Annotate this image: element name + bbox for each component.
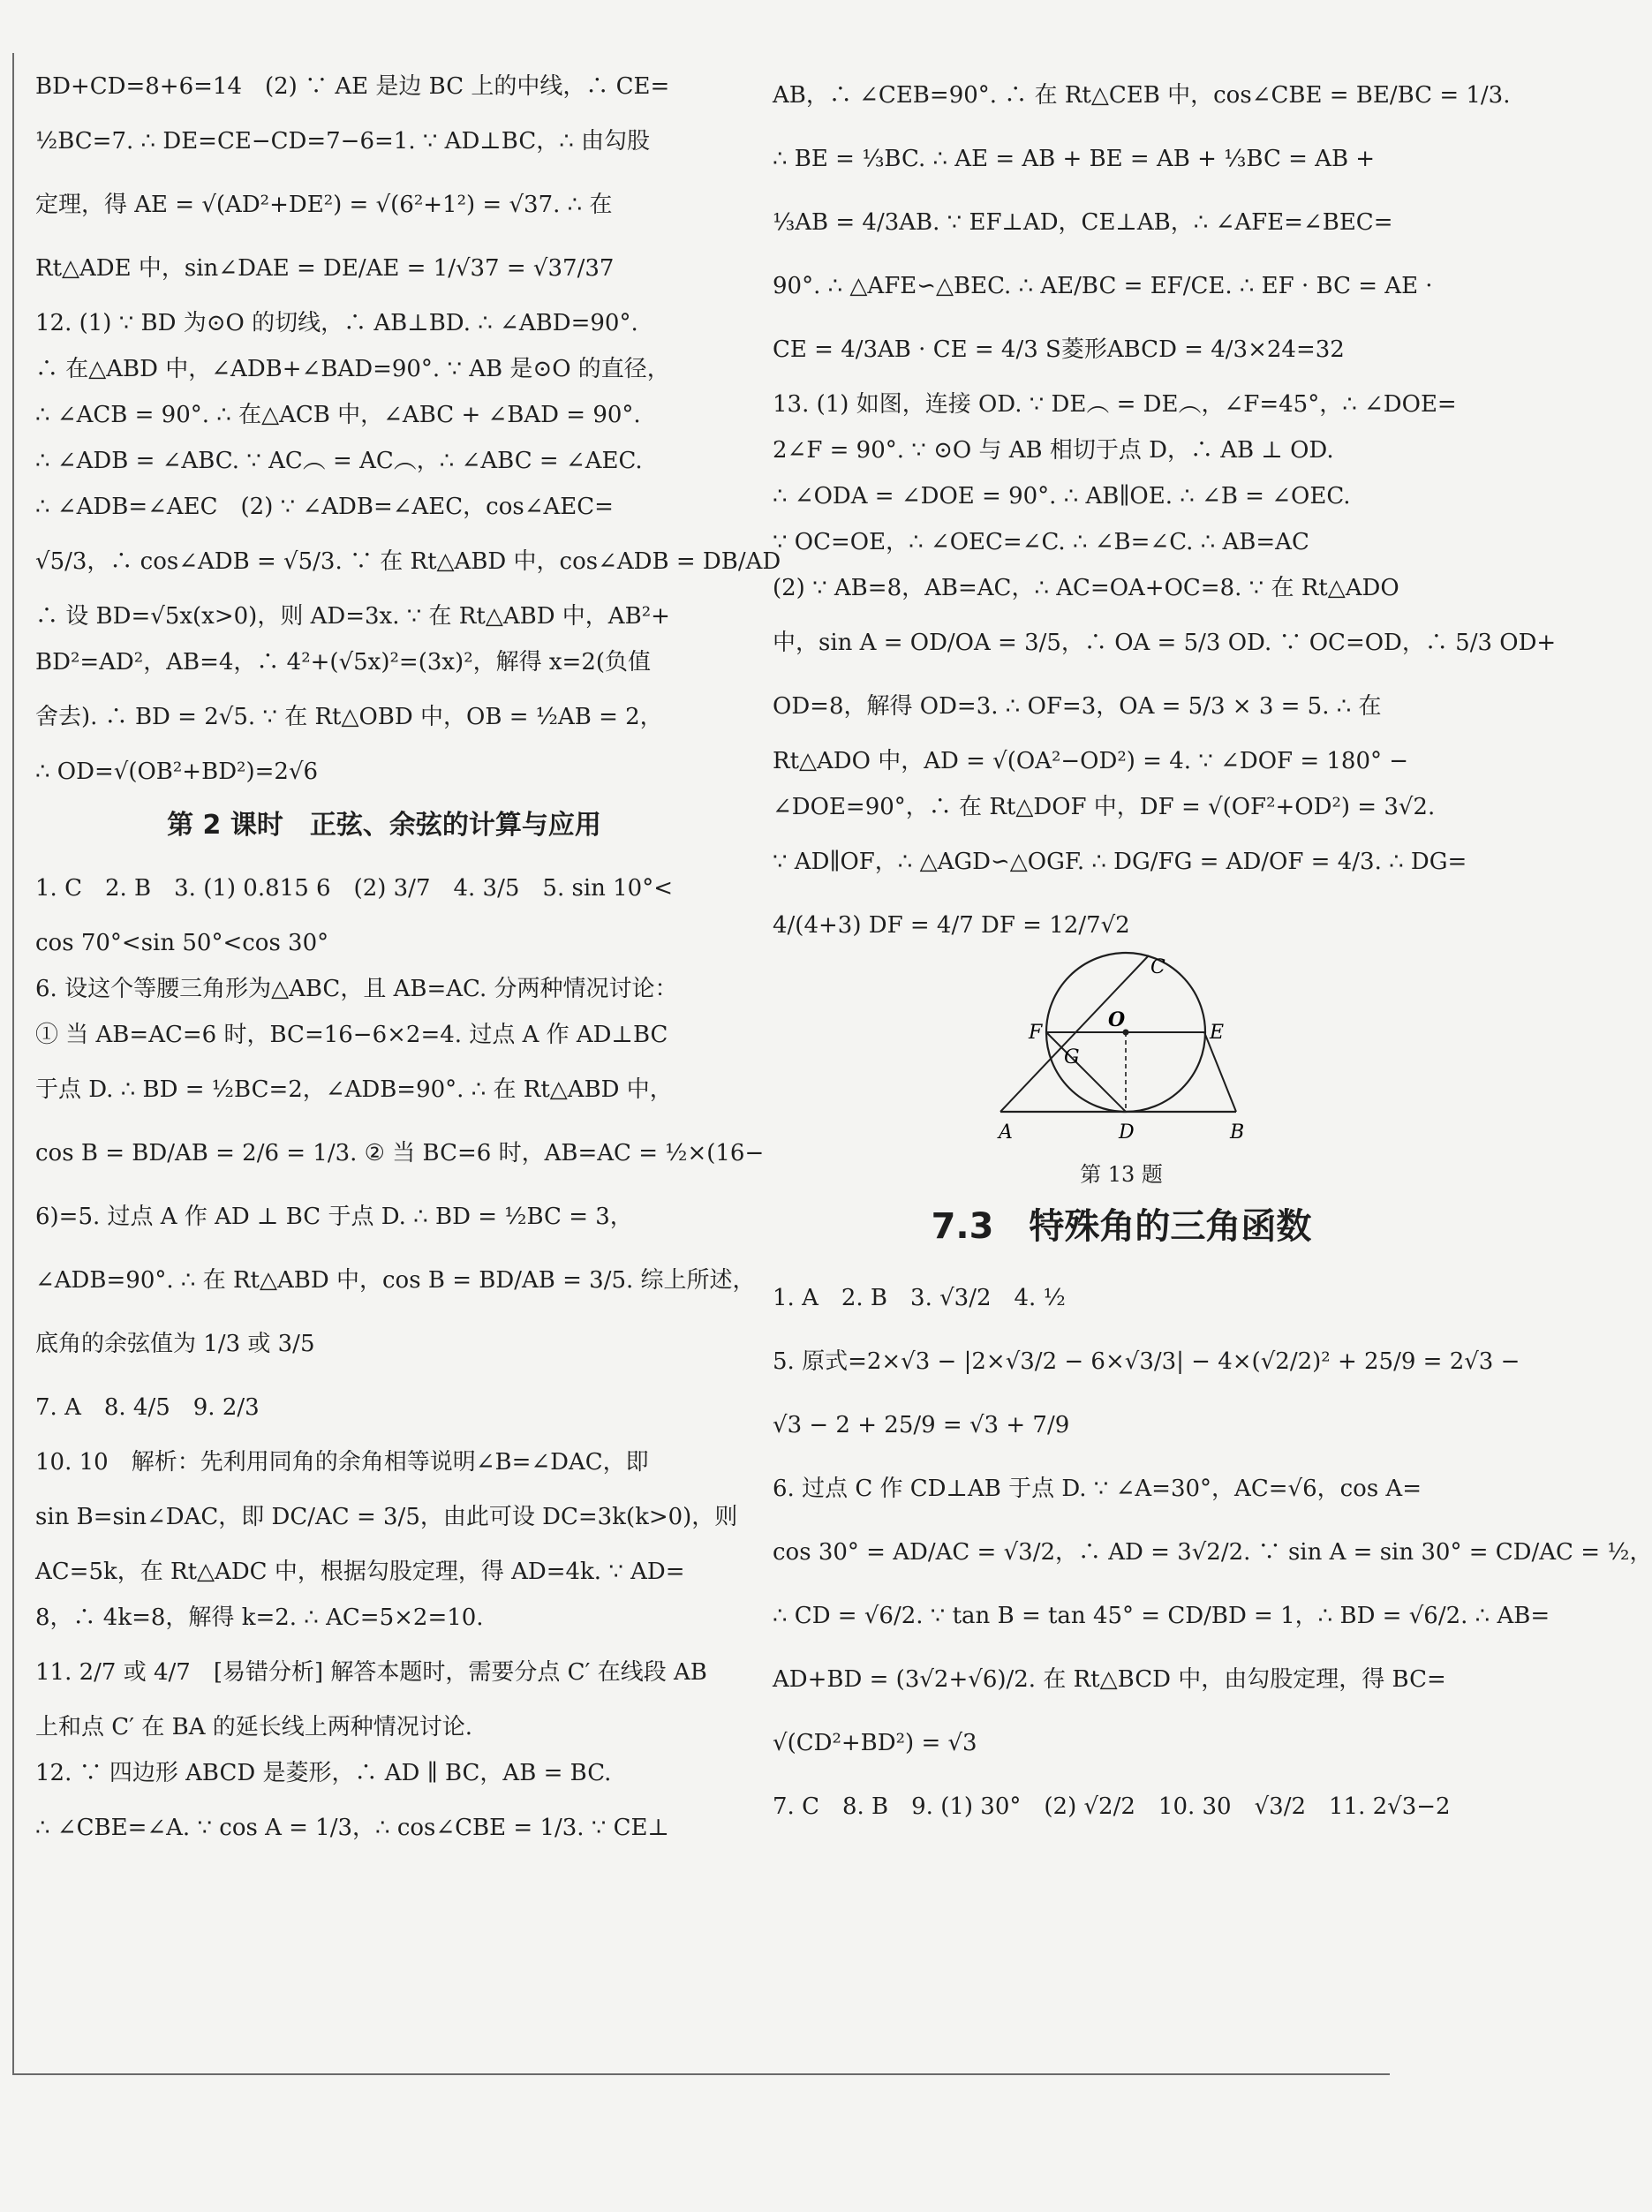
text-line: 5. 原式=2×√3 − |2×√3/2 − 6×√3/3| − 4×(√2/2)² + 25/9 = 2√3 −	[773, 1348, 1520, 1375]
text-line: √(CD²+BD²) = √3	[773, 1730, 977, 1756]
text-line: ∴ ∠CBE=∠A. ∵ cos A = 1/3，∴ cos∠CBE = 1/3. ∵ CE⊥	[35, 1815, 669, 1841]
text-line: (2) ∵ AB=8，AB=AC，∴ AC=OA+OC=8. ∵ 在 Rt△ADO	[773, 575, 1399, 601]
text-line: sin B=sin∠DAC，即 DC/AC = 3/5，由此可设 DC=3k(k>0)，则	[35, 1504, 738, 1530]
text-line: √5/3，∴ cos∠ADB = √5/3. ∵ 在 Rt△ABD 中，cos∠ADB = DB/AD	[35, 548, 781, 575]
text-line: ½BC=7. ∴ DE=CE−CD=7−6=1. ∵ AD⊥BC，∴ 由勾股	[35, 128, 651, 155]
text-line: 6. 设这个等腰三角形为△ABC，且 AB=AC. 分两种情况讨论：	[35, 976, 678, 1002]
figure-caption: 第 13 题	[1080, 1162, 1163, 1187]
circle-diagram	[993, 957, 1249, 1160]
text-line: cos 30° = AD/AC = √3/2，∴ AD = 3√2/2. ∵ sin A = sin 30° = CD/AC = ½，	[773, 1539, 1652, 1566]
text-line: ∴ ∠ACB = 90°. ∴ 在△ACB 中，∠ABC + ∠BAD = 90°.	[35, 402, 641, 428]
text-line: 1. C 2. B 3. (1) 0.815 6 (2) 3/7 4. 3/5 5. sin 10°<	[35, 875, 674, 902]
text-line: ∠DOE=90°，∴ 在 Rt△DOF 中，DF = √(OF²+OD²) = 3√2.	[773, 794, 1436, 820]
segment-be	[1204, 1032, 1236, 1112]
text-line: AD+BD = (3√2+√6)/2. 在 Rt△BCD 中，由勾股定理，得 BC=	[773, 1666, 1446, 1693]
text-line: ① 当 AB=AC=6 时，BC=16−6×2=4. 过点 A 作 AD⊥BC	[35, 1022, 668, 1048]
page-bottom-border	[12, 2073, 1390, 2075]
text-line: ∠ADB=90°. ∴ 在 Rt△ABD 中，cos B = BD/AB = 3/5. 综上所述，	[35, 1267, 756, 1294]
text-line: 8，∴ 4k=8，解得 k=2. ∴ AC=5×2=10.	[35, 1604, 484, 1631]
text-line: 1. A 2. B 3. √3/2 4. ½	[773, 1285, 1066, 1311]
text-line: OD=8，解得 OD=3. ∴ OF=3，OA = 5/3 × 3 = 5. ∴ 在	[773, 693, 1382, 720]
text-line: ∴ 设 BD=√5x(x>0)，则 AD=3x. ∵ 在 Rt△ABD 中，AB²+	[35, 603, 670, 630]
text-line: 12. (1) ∵ BD 为⊙O 的切线，∴ AB⊥BD. ∴ ∠ABD=90°.	[35, 310, 638, 336]
text-line: Rt△ADO 中，AD = √(OA²−OD²) = 4. ∵ ∠DOF = 180° −	[773, 748, 1409, 774]
chapter-title: 7.3 特殊角的三角函数	[931, 1206, 1312, 1247]
text-line: 12. ∵ 四边形 ABCD 是菱形，∴ AD ∥ BC，AB = BC.	[35, 1760, 612, 1786]
text-line: ∴ BE = ⅓BC. ∴ AE = AB + BE = AB + ⅓BC = AB +	[773, 146, 1376, 172]
text-line: 舍去). ∴ BD = 2√5. ∵ 在 Rt△OBD 中，OB = ½AB = 2，	[35, 704, 663, 730]
right-column	[773, 64, 1652, 1838]
text-line: √3 − 2 + 25/9 = √3 + 7/9	[773, 1412, 1070, 1438]
text-line: ∴ OD=√(OB²+BD²)=2√6	[35, 759, 319, 785]
label-f: F	[1029, 1022, 1043, 1044]
text-line: ∴ ∠ADB=∠AEC (2) ∵ ∠ADB=∠AEC，cos∠AEC=	[35, 494, 614, 520]
text-line: ⅓AB = 4/3AB. ∵ EF⊥AD，CE⊥AB，∴ ∠AFE=∠BEC=	[773, 209, 1393, 236]
label-a: A	[999, 1121, 1013, 1144]
text-line: 7. A 8. 4/5 9. 2/3	[35, 1394, 260, 1421]
label-e: E	[1210, 1022, 1225, 1044]
text-line: 于点 D. ∴ BD = ½BC=2，∠ADB=90°. ∴ 在 Rt△ABD 中，	[35, 1076, 673, 1103]
text-line: ∴ CD = √6/2. ∵ tan B = tan 45° = CD/BD = 1，∴ BD = √6/2. ∴ AB=	[773, 1603, 1550, 1629]
text-line: BD²=AD²，AB=4，∴ 4²+(√5x)²=(3x)²，解得 x=2(负值	[35, 649, 652, 676]
label-o: O	[1108, 1008, 1126, 1031]
text-line: 10. 10 解析：先利用同角的余角相等说明∠B=∠DAC，即	[35, 1449, 649, 1476]
text-line: 定理，得 AE = √(AD²+DE²) = √(6²+1²) = √37. ∴ 在	[35, 192, 613, 218]
text-line: 11. 2/7 或 4/7 [易错分析] 解答本题时，需要分点 C′ 在线段 AB	[35, 1659, 707, 1686]
text-line: 6. 过点 C 作 CD⊥AB 于点 D. ∵ ∠A=30°，AC=√6，cos A=	[773, 1476, 1422, 1502]
text-line: 底角的余弦值为 1/3 或 3/5	[35, 1331, 315, 1357]
text-line: cos 70°<sin 50°<cos 30°	[35, 930, 329, 956]
text-line: 上和点 C′ 在 BA 的延长线上两种情况讨论.	[35, 1714, 473, 1740]
text-line: 中，sin A = OD/OA = 3/5，∴ OA = 5/3 OD. ∵ OC=OD，∴ 5/3 OD+	[773, 630, 1557, 656]
text-line: ∵ AD∥OF，∴ △AGD∽△OGF. ∴ DG/FG = AD/OF = 4/3. ∴ DG=	[773, 849, 1467, 875]
text-line: Rt△ADE 中，sin∠DAE = DE/AE = 1/√37 = √37/37	[35, 255, 615, 282]
text-line: 6)=5. 过点 A 作 AD ⊥ BC 于点 D. ∴ BD = ½BC = 3，	[35, 1204, 633, 1230]
text-line: ∴ ∠ODA = ∠DOE = 90°. ∴ AB∥OE. ∴ ∠B = ∠OEC.	[773, 483, 1351, 510]
label-g: G	[1064, 1046, 1080, 1068]
text-line: cos B = BD/AB = 2/6 = 1/3. ② 当 BC=6 时，AB=AC = ½×(16−	[35, 1140, 765, 1166]
left-column	[35, 64, 781, 1860]
label-c: C	[1150, 956, 1165, 978]
text-line: 90°. ∴ △AFE∽△BEC. ∴ AE/BC = EF/CE. ∴ EF · BC = AE ·	[773, 273, 1433, 299]
text-line: 4/(4+3) DF = 4/7 DF = 12/7√2	[773, 912, 1130, 939]
label-b: B	[1230, 1121, 1245, 1144]
section-title: 第 2 课时 正弦、余弦的计算与应用	[167, 810, 601, 841]
text-line: ∴ ∠ADB = ∠ABC. ∵ AC︵ = AC︵，∴ ∠ABC = ∠AEC.	[35, 448, 643, 474]
text-line: 13. (1) 如图，连接 OD. ∵ DE︵ = DE︵，∠F=45°，∴ ∠DOE=	[773, 391, 1457, 418]
label-d: D	[1119, 1121, 1135, 1144]
segment-fd	[1046, 1032, 1126, 1112]
text-line: AB，∴ ∠CEB=90°. ∴ 在 Rt△CEB 中，cos∠CBE = BE/BC = 1/3.	[773, 82, 1511, 109]
text-line: AC=5k，在 Rt△ADC 中，根据勾股定理，得 AD=4k. ∵ AD=	[35, 1559, 685, 1585]
text-line: 2∠F = 90°. ∵ ⊙O 与 AB 相切于点 D，∴ AB ⊥ OD.	[773, 437, 1334, 464]
text-line: 7. C 8. B 9. (1) 30° (2) √2/2 10. 30 √3/2 11. 2√3−2	[773, 1793, 1451, 1820]
text-line: ∵ OC=OE，∴ ∠OEC=∠C. ∴ ∠B=∠C. ∴ AB=AC	[773, 529, 1309, 555]
text-line: BD+CD=8+6=14 (2) ∵ AE 是边 BC 上的中线，∴ CE=	[35, 73, 670, 100]
text-line: ∴ 在△ABD 中，∠ADB+∠BAD=90°. ∵ AB 是⊙O 的直径，	[35, 356, 670, 382]
geometry-figure	[773, 957, 1470, 1187]
page-left-border	[12, 53, 14, 2075]
text-line: CE = 4/3AB · CE = 4/3 S菱形ABCD = 4/3×24=32	[773, 336, 1345, 363]
